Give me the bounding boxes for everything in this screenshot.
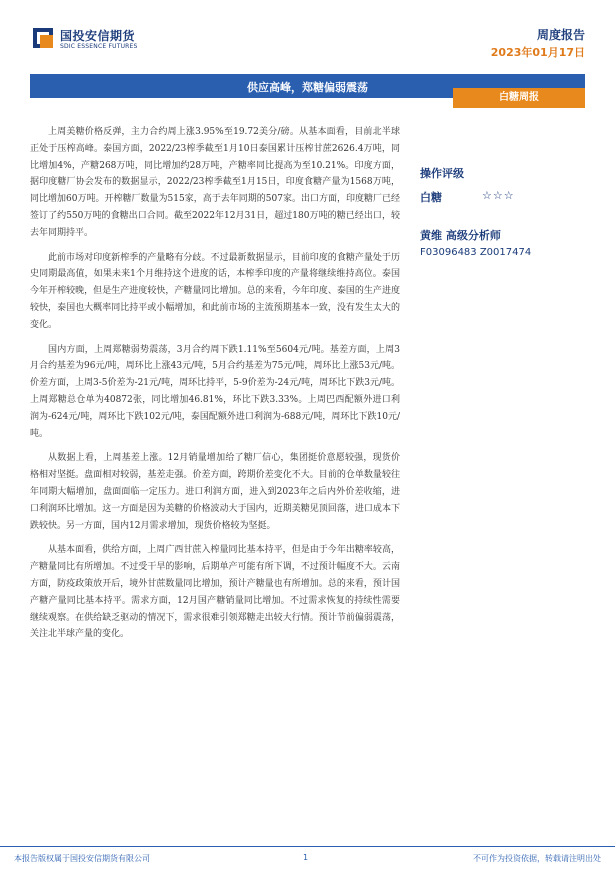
report-header [0, 0, 615, 80]
footer-disclaimer: 不可作为投资依据，转载请注明出处 [473, 854, 601, 863]
rating-label: 操作评级 [420, 167, 464, 180]
report-tag [453, 88, 585, 108]
report-type: 周度报告 [536, 28, 585, 42]
page-number: 1 [303, 853, 309, 862]
footer-divider [0, 846, 615, 847]
paragraph-5: 从基本面看，供给方面，上周广西甘蔗入榨量同比基本持平，但是由于今年出糖率较高，产糖量同比有所增加。不过受干旱的影响，后期单产可能有所下调，不过预计幅度不大。云南方面，防疫政策放开后，境外甘蔗数量同比增加，预计产糖量也有所增加。总的来看，预计国产糖产量同比基本持平。需求方面，12月国产糖销量同比增加。不过需求恢复的持续性需要继续观察。在供给缺乏驱动的情况下，需求很难引领郑糖走出较大行情。预计节前偏弱震荡，关注北半球产量的变化。 [30, 545, 400, 640]
rating-stars-icon: ☆☆☆ [482, 189, 515, 202]
logo-en-text: SDIC ESSENCE FUTURES [60, 43, 138, 50]
paragraph-1: 上周美糖价格反弹，主力合约周上涨3.95%至19.72美分/磅。从基本面看，目前北半球正处于压榨高峰。泰国方面，2022/23榨季截至1月10日泰国累计压榨甘蔗2626.4万吨，同比增加4%，产糖268万吨，同比增加约28万吨，产糖率同比提高为至10.21%。印度方面，据印度糖厂协会发布的数据显示，2022/23榨季截至1月15日，印度食糖产量为1568万吨，同比增加60万吨。开榨糖厂数量为515家，高于去年同期的507家。出口方面，印度糖厂已经签订了约550万吨的食糖出口合同。截至2022年12月31日，超过180万吨的糖已经出口，较去年同期持平。 [30, 127, 400, 238]
analyst-cert: F03096483 Z0017474 [420, 247, 532, 258]
paragraph-2: 此前市场对印度新榨季的产量略有分歧。不过最新数据显示，目前印度的食糖产量处于历史同期最高值，如果未来1个月维持这个进度的话，本榨季印度的产量将继续维持高位。泰国今年开榨较晚，但是生产进度较快，产糖量同比增加。总的来看，今年印度、泰国的生产进度较快，泰国也大概率同比持平或小幅增加，和此前市场的主流预期基本一致，没有发生太大的变化。 [30, 252, 400, 330]
analyst-name: 黄维 高级分析师 [420, 229, 501, 242]
report-tag-label: 白糖周报 [499, 92, 539, 103]
paragraph-3: 国内方面，上周郑糖弱势震荡，3月合约周下跌1.11%至5604元/吨。基差方面，上周3月合约基差为96元/吨，周环比上涨43元/吨，5月合约基差为75元/吨，周环比上涨53元/吨。价差方面，上周3-5价差为-21元/吨，周环比持平，5-9价差为-24元/吨，周环比下跌3元/吨。上周郑糖总仓单为40872张，同比增加46.81%，环比下跌3.33%。上周巴西配额外进口利润为-624元/吨，周环比下跌102元/吨，泰国配额外进口利润为-688元/吨，周环比下跌10元/吨。 [30, 344, 400, 439]
commodity-name: 白糖 [420, 191, 442, 204]
report-date: 2023年01月17日 [490, 46, 585, 59]
rating-row [420, 189, 590, 205]
footer-copyright: 本报告版权属于国投安信期货有限公司 [14, 854, 150, 863]
page-title: 供应高峰，郑糖偏弱震荡 [247, 81, 368, 94]
logo-cn-text: 国投安信期货 [60, 29, 136, 43]
sidebar [420, 165, 590, 258]
paragraph-4: 从数据上看，上周基差上涨。12月销量增加给了糖厂信心，集团挺价意愿较强，现货价格相对坚挺。盘面相对较弱，基差走强。价差方面，跨期价差变化不大。目前的仓单数量较往年同期大幅增加，盘面面临一定压力。进口利润方面，进入到2023年之后内外价差收缩，进口利润环比增加。这一方面是因为美糖的价格波动大于国内，近期美糖见顶回落，进口成本下跌较快。另一方面，国内12月需求增加，现货价格较为坚挺。 [30, 453, 400, 531]
logo-icon [33, 28, 53, 48]
report-body [30, 124, 400, 651]
